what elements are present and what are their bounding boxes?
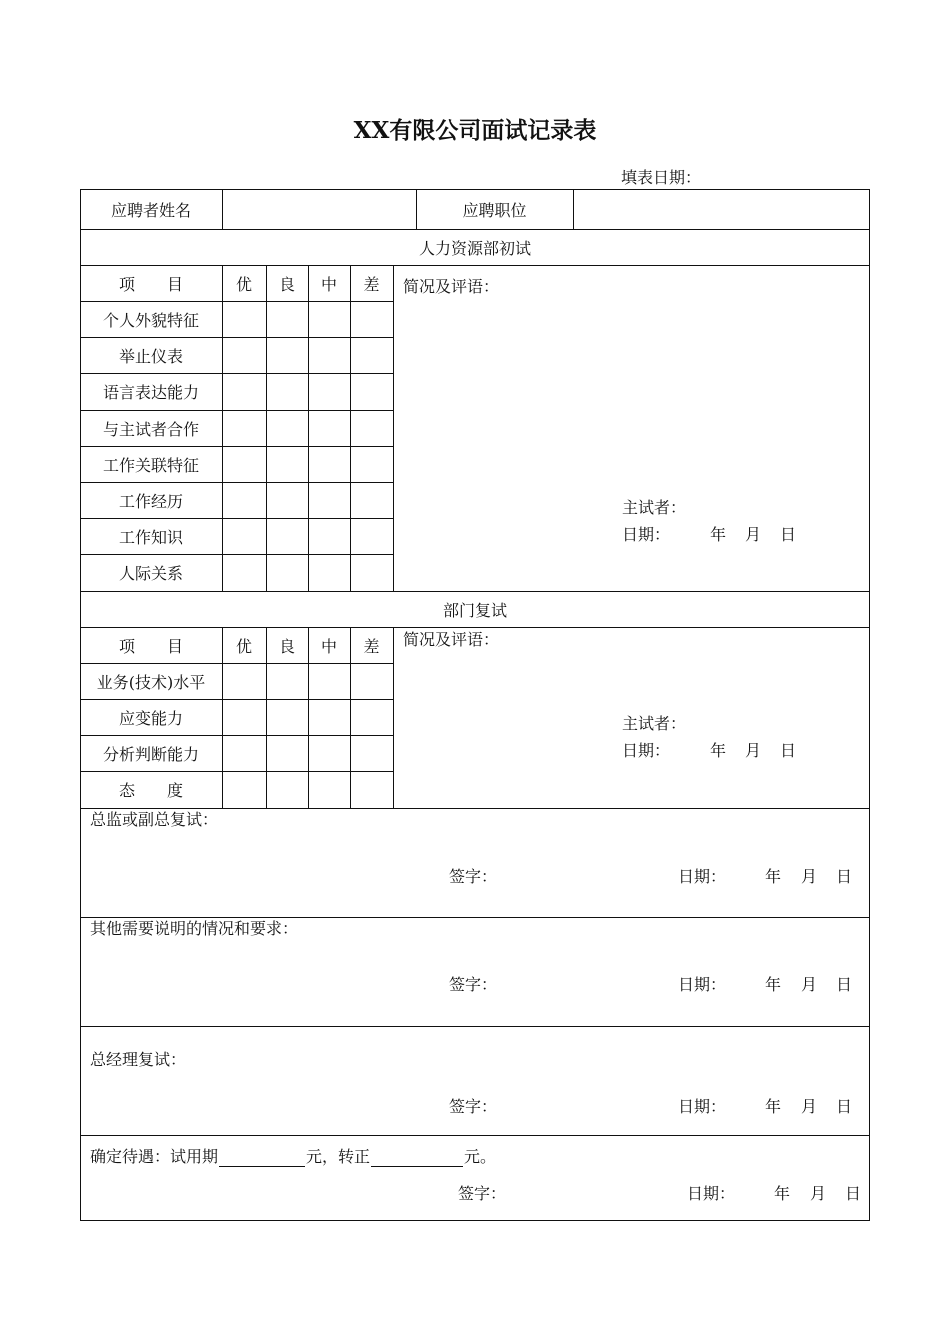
dept-date-year: 年 — [710, 741, 727, 760]
position-label: 应聘职位 — [462, 200, 527, 220]
hr-grade-average: 中 — [320, 274, 337, 294]
other-signature-label: 签字： — [449, 975, 498, 994]
col-divider — [350, 265, 351, 591]
director-review-label: 总监或副总复试： — [90, 810, 219, 829]
dept-grade-poor: 差 — [363, 636, 380, 656]
salary-date-year: 年 — [774, 1184, 791, 1203]
dept-item-attitude: 态 度 — [118, 781, 183, 800]
col-divider — [266, 265, 267, 591]
other-notes-label: 其他需要说明的情况和要求： — [90, 919, 299, 938]
dept-item-header: 项 目 — [118, 636, 183, 656]
dept-date-label: 日期： — [622, 741, 671, 760]
hr-item-header: 项 目 — [118, 274, 183, 294]
hr-item-work-traits: 工作关联特征 — [102, 455, 199, 475]
dept-section-title: 部门复试 — [442, 600, 507, 620]
page-title: XX有限公司面试记录表 — [353, 117, 597, 144]
salary-date-label: 日期： — [687, 1184, 736, 1203]
hr-item-appearance: 个人外貌特征 — [102, 310, 199, 330]
probation-salary-field[interactable] — [219, 1148, 305, 1167]
salary-date-month: 月 — [810, 1184, 827, 1203]
gm-review-label: 总经理复试： — [90, 1050, 187, 1069]
position-field[interactable] — [574, 190, 868, 228]
gm-date-label: 日期： — [678, 1097, 727, 1116]
director-signature-label: 签字： — [449, 867, 498, 886]
dept-item-adaptability: 应变能力 — [118, 708, 183, 728]
gm-date-year: 年 — [765, 1097, 782, 1116]
applicant-name-label: 应聘者姓名 — [110, 200, 191, 220]
regular-salary-field[interactable] — [371, 1148, 463, 1167]
director-date-day: 日 — [836, 867, 853, 886]
other-date-label: 日期： — [678, 975, 727, 994]
hr-item-relations: 人际关系 — [118, 564, 183, 583]
hr-date-label: 日期： — [622, 525, 671, 544]
other-date-year: 年 — [765, 975, 782, 994]
hr-item-expression: 语言表达能力 — [102, 383, 199, 402]
hr-interviewer-label: 主试者： — [622, 498, 687, 517]
hr-item-knowledge: 工作知识 — [118, 527, 183, 547]
director-date-month: 月 — [801, 867, 818, 886]
hr-item-cooperation: 与主试者合作 — [102, 419, 199, 439]
hr-date-month: 月 — [745, 525, 762, 544]
hr-grade-good: 良 — [278, 274, 295, 294]
dept-interviewer-label: 主试者： — [622, 714, 687, 733]
hr-grade-poor: 差 — [363, 274, 380, 294]
dept-date-day: 日 — [780, 741, 797, 760]
salary-unit-regular: 元。 — [464, 1147, 497, 1166]
hr-grade-excellent: 优 — [235, 274, 252, 294]
col-divider — [393, 627, 394, 808]
hr-section-title: 人力资源部初试 — [418, 238, 531, 258]
col-divider — [393, 265, 394, 591]
col-divider — [308, 265, 309, 591]
director-date-year: 年 — [765, 867, 782, 886]
hr-date-year: 年 — [710, 525, 727, 544]
gm-date-month: 月 — [801, 1097, 818, 1116]
director-date-label: 日期： — [678, 867, 727, 886]
salary-line — [90, 1144, 496, 1167]
salary-prefix: 确定待遇：试用期 — [90, 1147, 219, 1166]
other-date-month: 月 — [801, 975, 818, 994]
row-divider — [80, 1135, 870, 1136]
salary-signature-label: 签字： — [458, 1184, 507, 1203]
hr-comment-label: 简况及评语： — [403, 277, 500, 296]
dept-grade-average: 中 — [320, 636, 337, 656]
fill-date-label: 填表日期： — [621, 168, 702, 187]
applicant-name-field[interactable] — [223, 190, 415, 228]
gm-signature-label: 签字： — [449, 1097, 498, 1116]
dept-item-skill: 业务(技术)水平 — [96, 672, 206, 692]
other-date-day: 日 — [836, 975, 853, 994]
dept-grade-good: 良 — [278, 636, 295, 656]
hr-item-experience: 工作经历 — [118, 491, 183, 511]
dept-item-judgment: 分析判断能力 — [102, 744, 199, 764]
hr-item-manner: 举止仪表 — [118, 346, 183, 366]
col-divider — [222, 265, 223, 591]
dept-grade-excellent: 优 — [235, 636, 252, 656]
salary-date-day: 日 — [845, 1184, 862, 1203]
row-divider — [80, 1026, 870, 1027]
hr-date-day: 日 — [780, 525, 797, 544]
gm-date-day: 日 — [836, 1097, 853, 1116]
dept-comment-label: 简况及评语： — [403, 630, 500, 649]
salary-unit-probation: 元，转正 — [306, 1147, 371, 1166]
dept-date-month: 月 — [745, 741, 762, 760]
